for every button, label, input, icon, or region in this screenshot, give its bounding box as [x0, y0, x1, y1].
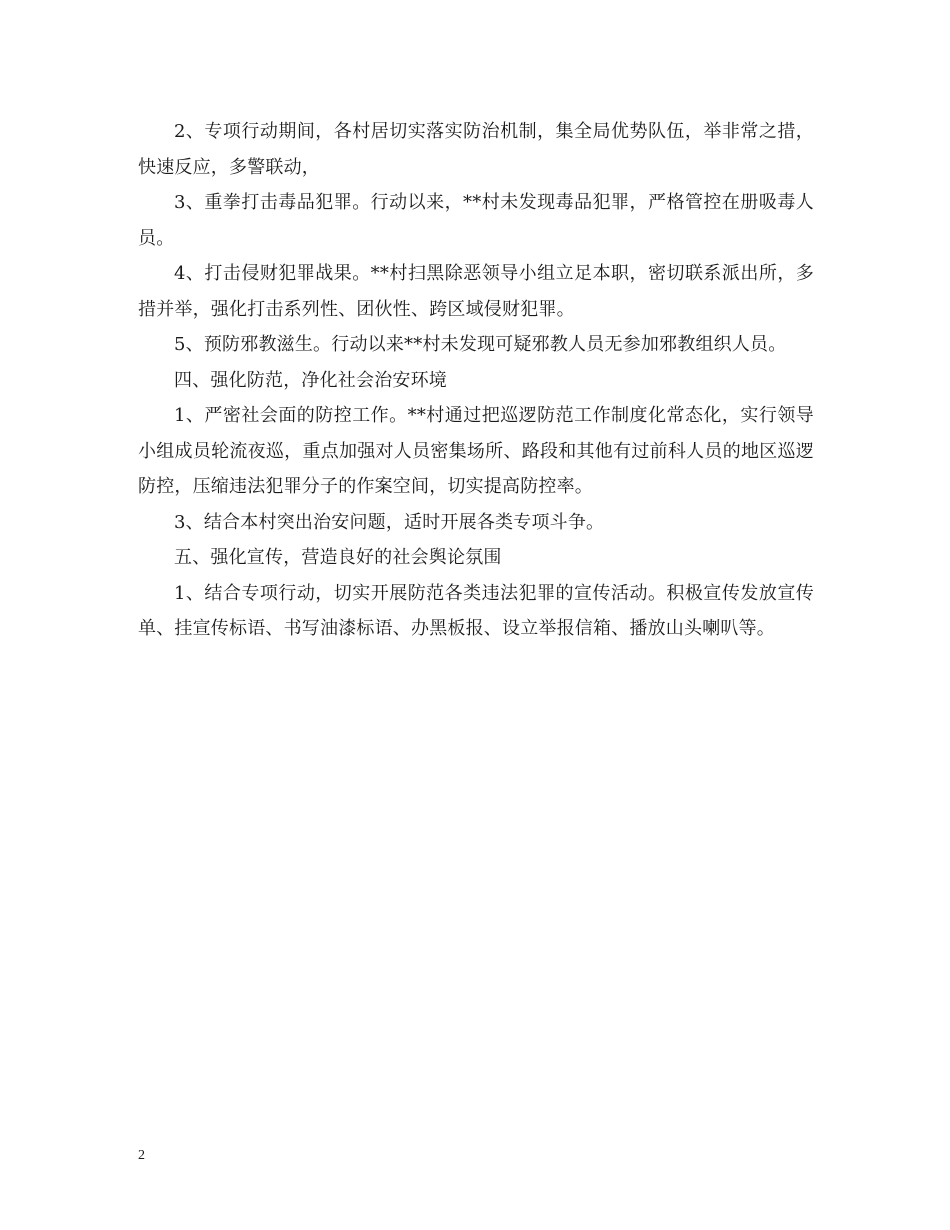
- paragraph-item-4: 4、打击侵财犯罪战果。**村扫黑除恶领导小组立足本职，密切联系派出所，多措并举，强化打击系列性、团伙性、跨区域侵财犯罪。: [138, 263, 814, 320]
- document-body: [138, 114, 814, 647]
- paragraph-publicity: 1、结合专项行动，切实开展防范各类违法犯罪的宣传活动。积极宣传发放宣传单、挂宣传标语、书写油漆标语、办黑板报、设立举报信箱、播放山头喇叭等。: [138, 582, 814, 639]
- section-heading-five: 五、强化宣传，营造良好的社会舆论氛围: [174, 547, 502, 568]
- paragraph-special-campaigns: 3、结合本村突出治安问题，适时开展各类专项斗争。: [174, 511, 605, 533]
- section-heading-four: 四、强化防范，净化社会治安环境: [174, 369, 447, 391]
- paragraph-item-3: 3、重拳打击毒品犯罪。行动以来，**村未发现毒品犯罪，严格管控在册吸毒人员。: [138, 192, 814, 249]
- paragraph-item-2: 2、专项行动期间，各村居切实落实防治机制，集全局优势队伍，举非常之措，快速反应，多警联动，: [138, 121, 814, 178]
- page-number: 2: [138, 1148, 145, 1163]
- paragraph-patrol-control: 1、严密社会面的防控工作。**村通过把巡逻防范工作制度化常态化，实行领导小组成员轮流夜巡，重点加强对人员密集场所、路段和其他有过前科人员的地区巡逻防控，压缩违法犯罪分子的作案空间，切实提高防控率。: [138, 405, 814, 497]
- paragraph-item-5: 5、预防邪教滋生。行动以来**村未发现可疑邪教人员无参加邪教组织人员。: [174, 334, 787, 355]
